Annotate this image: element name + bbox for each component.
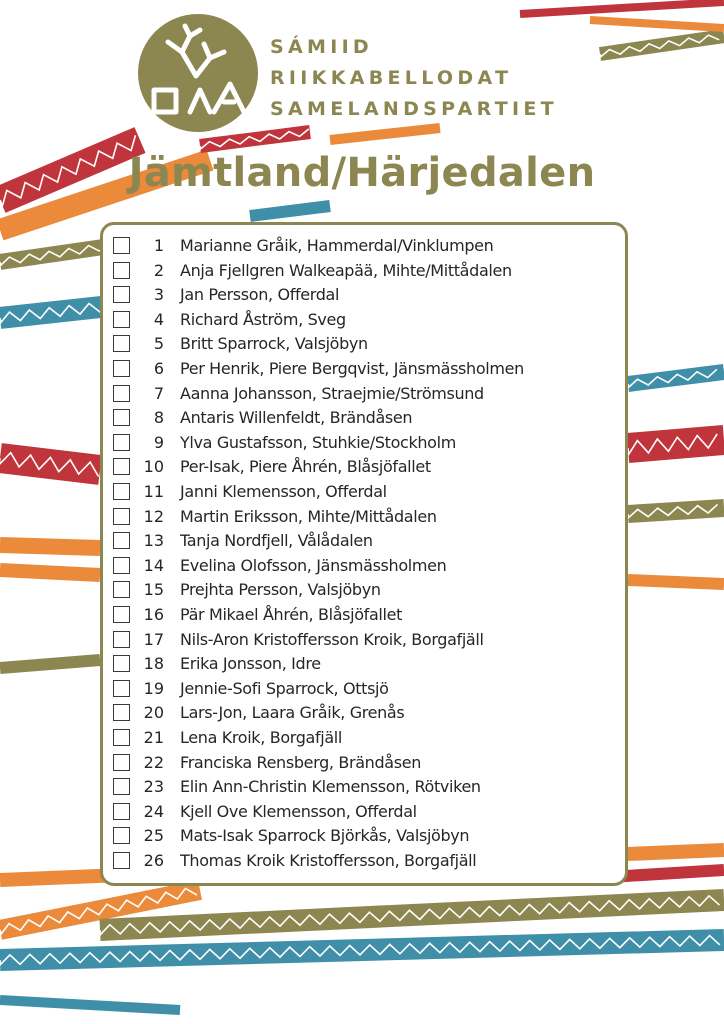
vote-checkbox[interactable]: [113, 557, 130, 574]
candidate-name: Richard Åström, Sveg: [180, 309, 346, 329]
candidate-name: Prejhta Persson, Valsjöbyn: [180, 580, 381, 600]
vote-checkbox[interactable]: [113, 729, 130, 746]
ribbon-band: [599, 29, 724, 61]
list-item: [113, 651, 623, 676]
list-item: [113, 577, 623, 602]
candidate-name: Lars-Jon, Laara Gråik, Grenås: [180, 703, 405, 723]
vote-checkbox[interactable]: [113, 631, 130, 648]
candidate-number: 25: [143, 826, 164, 846]
vote-checkbox[interactable]: [113, 458, 130, 475]
list-item: [113, 258, 623, 283]
party-logo: [138, 14, 258, 132]
ribbon-band: [329, 123, 440, 145]
candidate-name: Martin Eriksson, Mihte/Mittådalen: [180, 506, 437, 526]
vote-checkbox[interactable]: [113, 778, 130, 795]
candidate-name: Jan Persson, Offerdal: [180, 285, 340, 305]
vote-checkbox[interactable]: [113, 754, 130, 771]
candidate-name: Thomas Kroik Kristoffersson, Borgafjäll: [180, 851, 477, 870]
list-item: [113, 282, 623, 307]
vote-checkbox[interactable]: [113, 262, 130, 279]
ribbon-band: [0, 537, 100, 556]
vote-checkbox[interactable]: [113, 680, 130, 697]
candidate-name: Kjell Ove Klemensson, Offerdal: [180, 801, 417, 821]
list-item: [113, 479, 623, 504]
list-item: [113, 823, 623, 848]
candidate-number: 11: [143, 482, 164, 501]
candidate-number: 4: [153, 309, 164, 329]
ribbon-band: [628, 574, 724, 590]
vote-checkbox[interactable]: [113, 606, 130, 623]
vote-checkbox[interactable]: [113, 803, 130, 820]
candidate-name: Mats-Isak Sparrock Björkås, Valsjöbyn: [180, 826, 470, 846]
list-item: [113, 331, 623, 356]
party-name-line: SAMELANDSPARTIET: [270, 98, 558, 120]
candidate-name: Marianne Gråik, Hammerdal/Vinklumpen: [180, 236, 494, 255]
vote-checkbox[interactable]: [113, 704, 130, 721]
list-item: [113, 774, 623, 799]
candidate-name: Jennie-Sofi Sparrock, Ottsjö: [180, 678, 389, 698]
candidate-number: 13: [143, 531, 164, 551]
party-name-line: SÁMIID: [270, 36, 374, 58]
candidate-number: 22: [143, 752, 164, 772]
list-item: [113, 700, 623, 725]
vote-checkbox[interactable]: [113, 335, 130, 352]
list-item: [113, 848, 623, 873]
candidate-number: 16: [143, 605, 164, 624]
ribbon-band: [627, 499, 724, 523]
vote-checkbox[interactable]: [113, 434, 130, 451]
list-item: [113, 504, 623, 529]
candidate-name: Lena Kroik, Borgafjäll: [180, 728, 342, 747]
ribbon-band: [0, 654, 100, 674]
candidate-number: 26: [143, 851, 164, 870]
list-item: [113, 553, 623, 578]
candidate-number: 2: [153, 260, 164, 280]
vote-checkbox[interactable]: [113, 483, 130, 500]
list-item: [113, 750, 623, 775]
candidate-name: Ylva Gustafsson, Stuhkie/Stockholm: [180, 432, 456, 452]
ribbon-band: [249, 200, 330, 222]
ribbon-band: [590, 16, 724, 32]
candidate-number: 8: [153, 408, 164, 428]
list-item: [113, 356, 623, 381]
party-name-line: RIIKKABELLODAT: [270, 67, 513, 89]
candidate-name: Per-Isak, Piere Åhrén, Blåsjöfallet: [180, 457, 431, 477]
candidate-number: 10: [143, 457, 164, 477]
candidate-number: 23: [143, 777, 164, 797]
vote-checkbox[interactable]: [113, 852, 130, 869]
list-item: [113, 405, 623, 430]
list-item: [113, 528, 623, 553]
candidate-name: Anja Fjellgren Walkeapää, Mihte/Mittådalen: [180, 260, 512, 280]
candidate-number: 21: [143, 728, 164, 747]
vote-checkbox[interactable]: [113, 237, 130, 254]
candidate-number: 5: [153, 334, 164, 354]
candidate-name: Per Henrik, Piere Bergqvist, Jänsmässholmen: [180, 359, 524, 378]
candidate-name: Pär Mikael Åhrén, Blåsjöfallet: [180, 605, 403, 624]
vote-checkbox[interactable]: [113, 385, 130, 402]
candidate-name: Franciska Rensberg, Brändåsen: [180, 752, 421, 772]
candidate-number: 7: [153, 383, 164, 403]
candidate-name: Erika Jonsson, Idre: [180, 654, 321, 674]
candidate-number: 18: [143, 654, 164, 674]
candidate-number: 19: [143, 678, 164, 698]
ribbon-band: [0, 995, 180, 1015]
vote-checkbox[interactable]: [113, 508, 130, 525]
candidate-name: Aanna Johansson, Straejmie/Strömsund: [180, 383, 484, 403]
candidate-list: [100, 222, 628, 886]
vote-checkbox[interactable]: [113, 581, 130, 598]
candidate-name: Britt Sparrock, Valsjöbyn: [180, 334, 368, 354]
vote-checkbox[interactable]: [113, 409, 130, 426]
ribbon-band: [0, 443, 102, 485]
candidate-number: 17: [143, 629, 164, 649]
party-name: [270, 32, 558, 125]
vote-checkbox[interactable]: [113, 286, 130, 303]
list-item: [113, 799, 623, 824]
candidate-number: 14: [143, 555, 164, 575]
candidate-name: Janni Klemensson, Offerdal: [180, 482, 387, 501]
candidate-number: 3: [153, 285, 164, 305]
ribbon-band: [0, 238, 111, 270]
ribbon-band: [0, 295, 111, 329]
vote-checkbox[interactable]: [113, 827, 130, 844]
list-item: [113, 602, 623, 627]
candidate-name: Tanja Nordfjell, Vålådalen: [180, 531, 373, 551]
candidate-number: 9: [153, 432, 164, 452]
candidate-number: 24: [143, 801, 164, 821]
list-item: [113, 454, 623, 479]
candidate-number: 6: [153, 359, 164, 378]
list-item: [113, 381, 623, 406]
list-item: [113, 233, 623, 258]
candidate-name: Antaris Willenfeldt, Brändåsen: [180, 408, 413, 428]
candidate-number: 1: [153, 236, 164, 255]
candidate-number: 20: [143, 703, 164, 723]
vote-checkbox[interactable]: [113, 532, 130, 549]
list-item: [113, 430, 623, 455]
candidate-number: 15: [143, 580, 164, 600]
vote-checkbox[interactable]: [113, 360, 130, 377]
candidate-name: Elin Ann-Christin Klemensson, Rötviken: [180, 777, 481, 797]
ribbon-band: [627, 425, 724, 463]
vote-checkbox[interactable]: [113, 655, 130, 672]
list-item: [113, 725, 623, 750]
vote-checkbox[interactable]: [113, 311, 130, 328]
candidate-name: Evelina Olofsson, Jänsmässholmen: [180, 555, 447, 575]
candidate-name: Nils-Aron Kristoffersson Kroik, Borgafjäll: [180, 629, 484, 649]
list-item: [113, 676, 623, 701]
ribbon-band: [627, 364, 724, 392]
ribbon-band: [520, 0, 724, 18]
page-title: Jämtland/Härjedalen: [128, 150, 596, 196]
list-item: [113, 307, 623, 332]
candidate-number: 12: [143, 506, 164, 526]
list-item: [113, 627, 623, 652]
ribbon-band: [0, 563, 100, 582]
